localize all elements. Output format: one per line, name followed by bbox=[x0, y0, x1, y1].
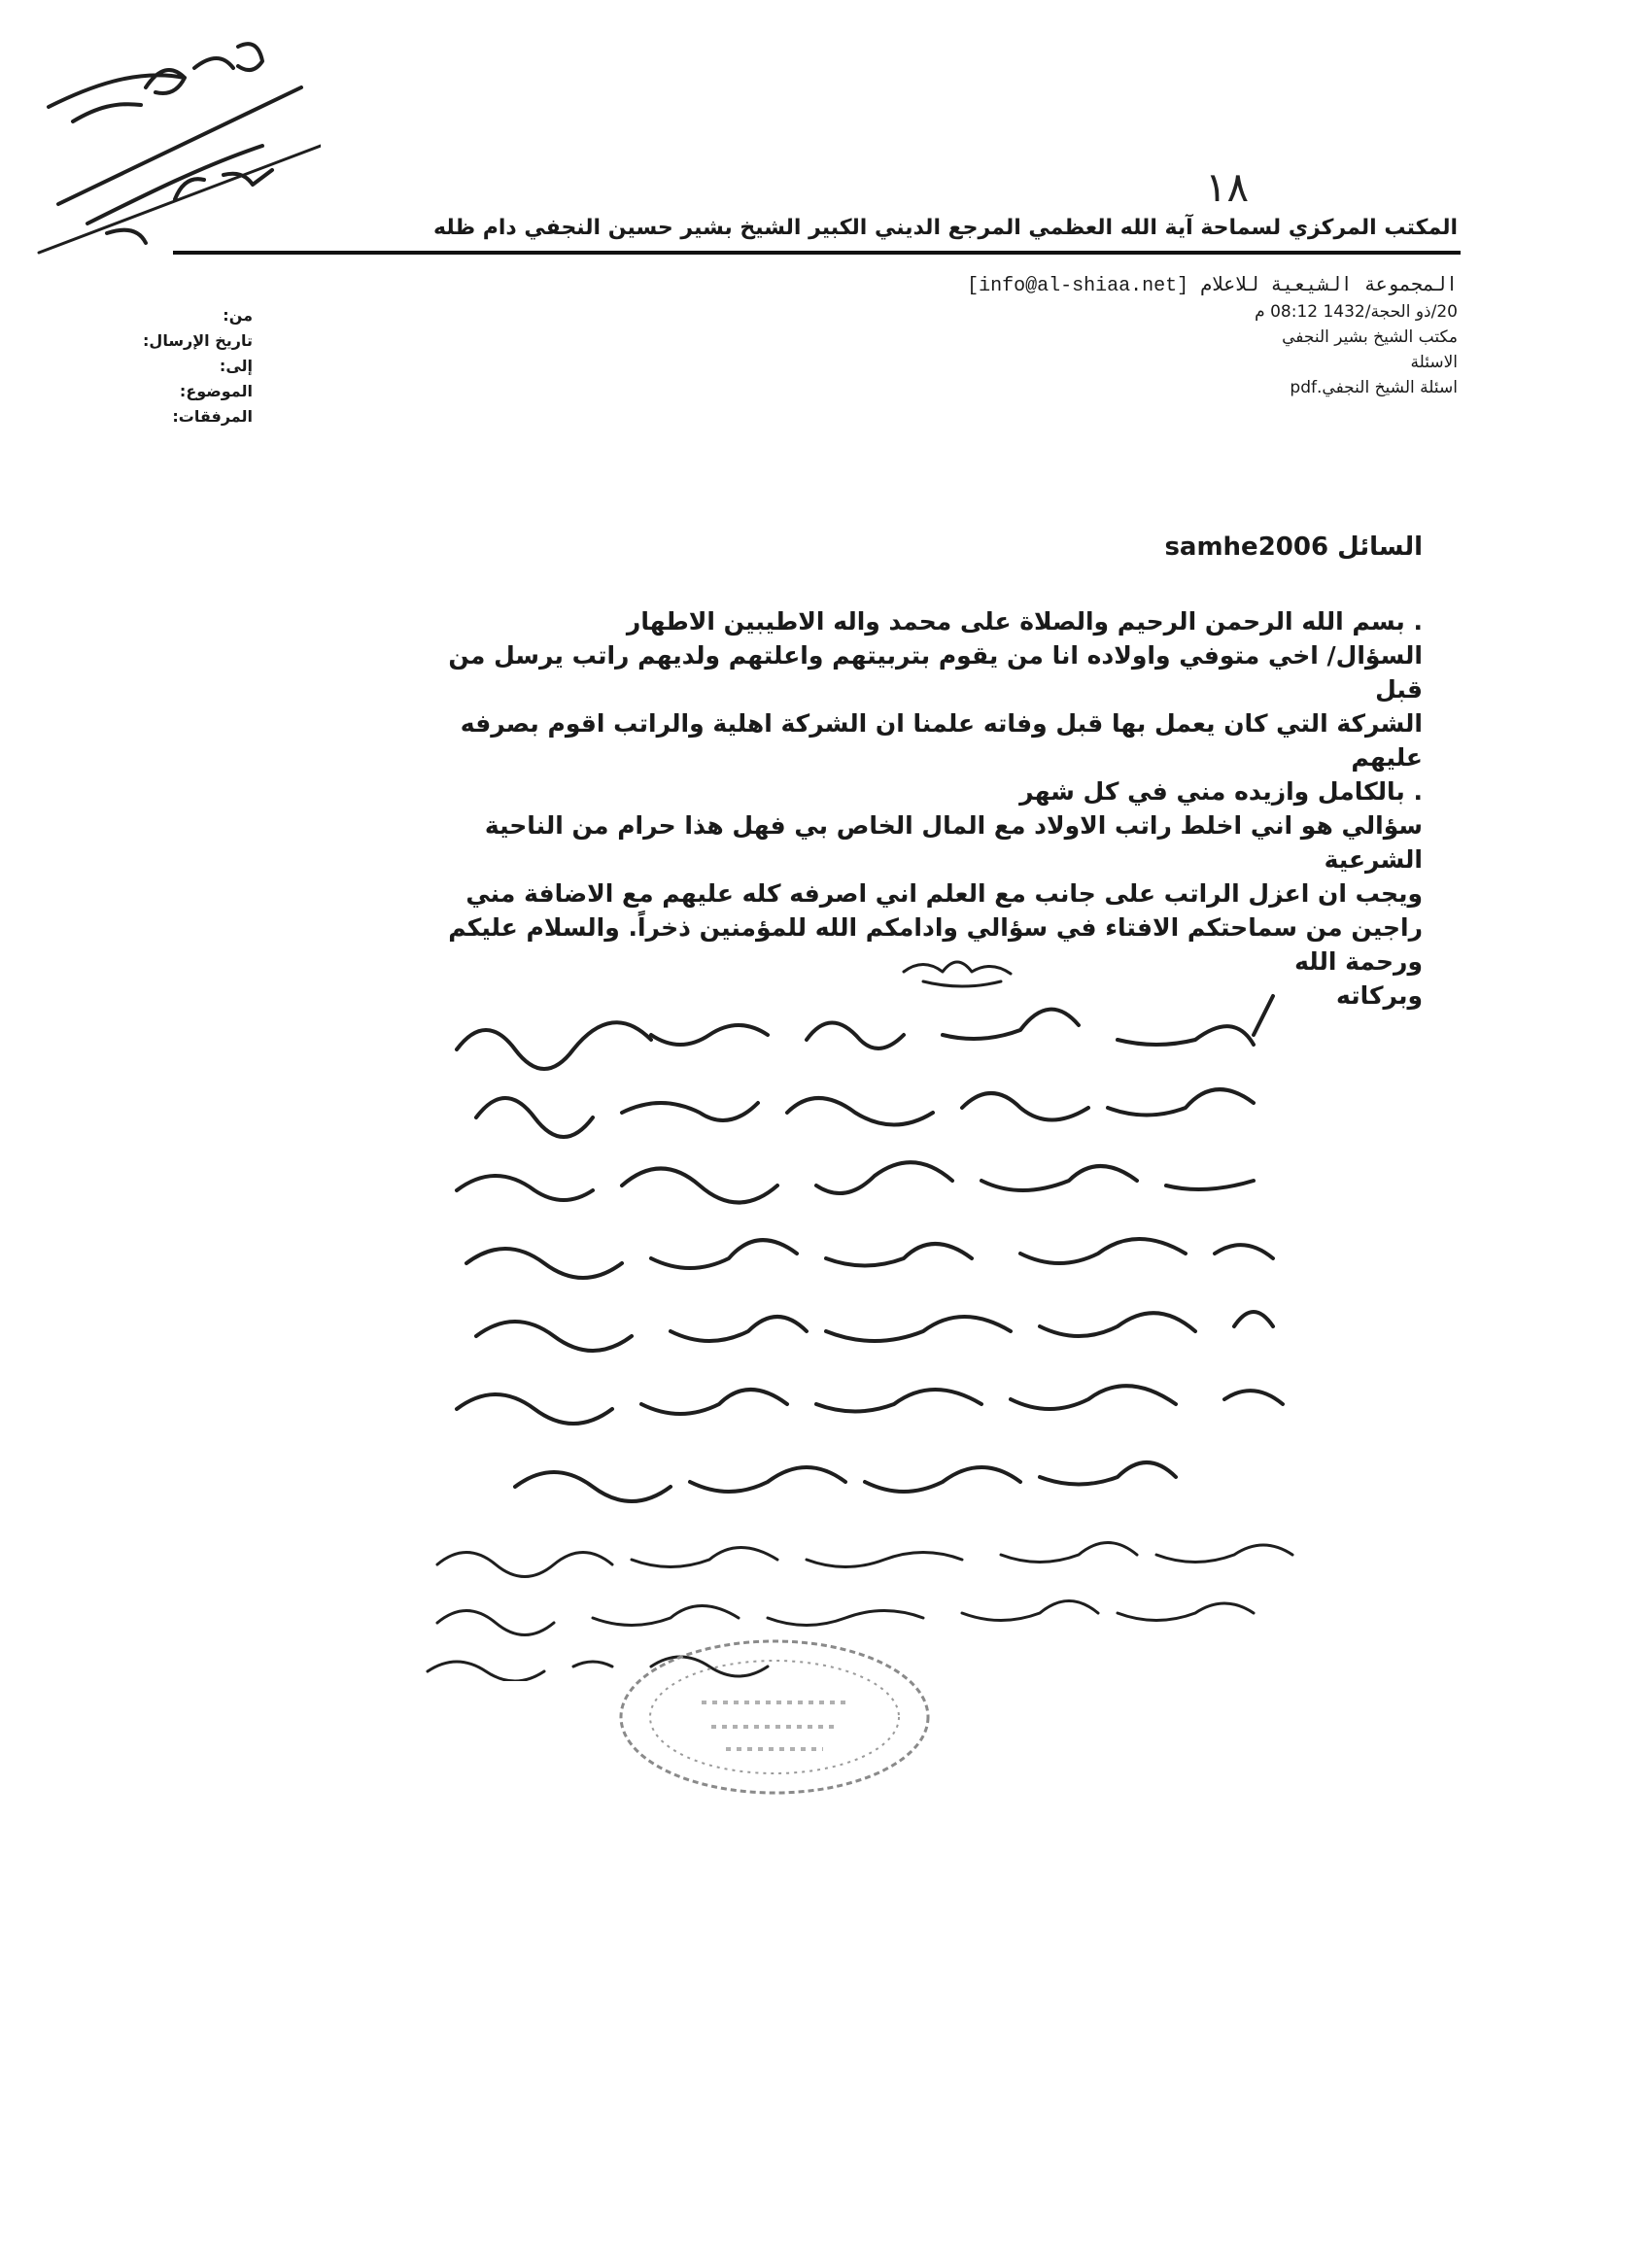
asker-label: السائل bbox=[1337, 533, 1423, 562]
value-to: مكتب الشيخ بشير النجفي bbox=[1282, 327, 1458, 347]
label-to: إلى: bbox=[219, 357, 253, 375]
question-line: . بالكامل وازيده مني في كل شهر bbox=[1019, 777, 1423, 806]
label-subject: الموضوع: bbox=[179, 382, 253, 400]
page-number: ١٨ bbox=[1205, 163, 1250, 211]
header-divider bbox=[173, 251, 1461, 255]
question-line: وبركاته bbox=[1336, 981, 1423, 1010]
question-line: السؤال/ اخي متوفي واولاده انا من يقوم بتربيتهم واعلتهم ولديهم راتب يرسل من قبل bbox=[448, 641, 1423, 704]
question-line: الشركة التي كان يعمل بها قبل وفاته علمنا ان الشركة اهلية والراتب اقوم بصرفه عليهم bbox=[460, 709, 1423, 772]
asker-username: samhe2006 bbox=[1164, 533, 1329, 562]
value-sent-date: 20/ذو الحجة/1432 08:12 م bbox=[1255, 302, 1458, 322]
office-header-title: المكتب المركزي لسماحة آية الله العظمي المرجع الديني الكبير الشيخ بشير حسين النجفي دام ظله bbox=[433, 216, 1458, 240]
email-field-labels bbox=[143, 303, 253, 430]
asker-line bbox=[1164, 533, 1423, 562]
label-attachments: المرفقات: bbox=[172, 407, 253, 426]
value-subject: الاسئلة bbox=[1410, 353, 1458, 372]
question-line: ويجب ان اعزل الراتب على جانب مع العلم اني اصرفه كله عليهم مع الاضافة مني bbox=[465, 879, 1423, 908]
label-from: من: bbox=[223, 306, 253, 325]
question-opening: . بسم الله الرحمن الرحيم والصلاة على محمد واله الاطيبين الاطهار bbox=[626, 607, 1423, 636]
value-from: المجموعة الشيعية للاعلام [info@al-shiaa.net] bbox=[967, 275, 1458, 297]
email-field-values bbox=[967, 274, 1458, 400]
label-sent-date: تاريخ الإرسال: bbox=[143, 331, 253, 350]
value-attachments: اسئلة الشيخ النجفي.pdf bbox=[1290, 378, 1458, 397]
handwritten-answer bbox=[398, 943, 1390, 1681]
handwritten-date bbox=[29, 29, 321, 282]
question-line: سؤالي هو اني اخلط راتب الاولاد مع المال الخاص بي فهل هذا حرام من الناحية الشرعية bbox=[484, 811, 1423, 874]
office-stamp bbox=[614, 1634, 935, 1800]
question-line: راجين من سماحتكم الافتاء في سؤالي وادامكم الله للمؤمنين ذخراً. والسلام عليكم ورحمة الله bbox=[448, 913, 1423, 976]
